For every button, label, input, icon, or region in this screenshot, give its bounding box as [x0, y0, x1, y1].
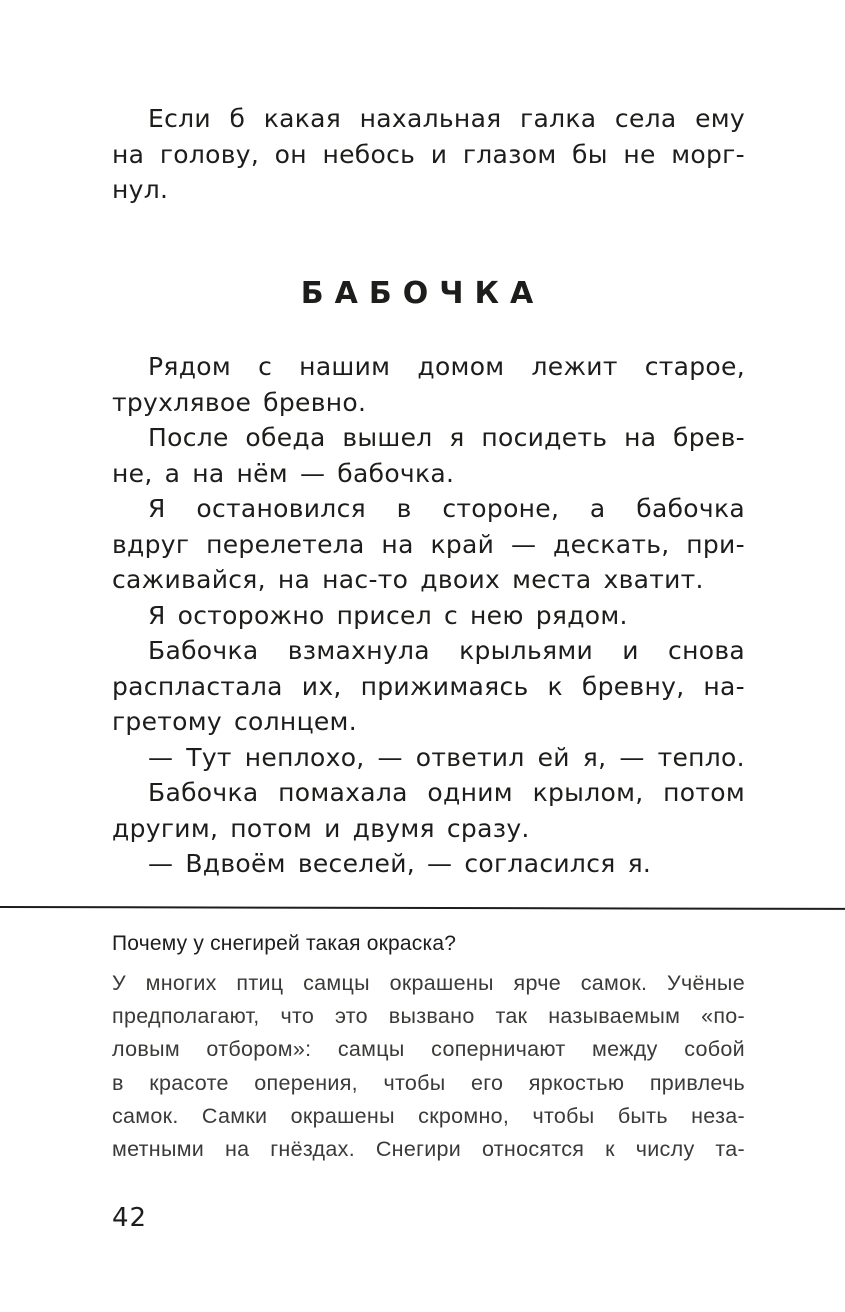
text-line: Рядом с нашим домом лежит старое, — [148, 352, 745, 381]
text-line: трухлявое бревно. — [112, 387, 367, 417]
text-line: Если б какая нахальная галка села ему — [148, 104, 745, 133]
sidebar-heading: Почему у снегирей такая окраска? — [112, 932, 457, 955]
text-line: вдруг перелетела на край — дескать, при- — [112, 529, 745, 559]
sidebar-line: самок. Самки окрашены скромно, чтобы быть неза- — [112, 1103, 745, 1128]
text-line: После обеда вышел я посидеть на брев- — [148, 423, 745, 452]
text-line: не, а на нём — бабочка. — [112, 458, 455, 488]
text-line: Бабочка помахала одним крылом, потом — [148, 778, 745, 807]
page-number: 42 — [112, 1203, 148, 1233]
text-line: — Тут неплохо, — ответил ей я, — тепло. — [148, 742, 745, 772]
text-line: гретому солнцем. — [112, 707, 357, 736]
sidebar-line: предполагают, что это вызвано так называемым «по- — [112, 1004, 745, 1029]
text-line: саживайся, на нас-то двоих места хватит. — [112, 565, 704, 594]
sidebar-line: ловым отбором»: самцы соперничают между собой — [112, 1037, 745, 1062]
text-line: распластала их, прижимаясь к бревну, на- — [112, 671, 745, 701]
text-line: Я остановился в стороне, а бабочка — [148, 494, 745, 523]
sidebar-line: в красоте оперения, чтобы его яркостью привлечь — [112, 1070, 745, 1095]
sidebar-line: метными на гнёздах. Снегири относятся к числу та- — [112, 1136, 745, 1161]
text-line: нул. — [112, 175, 169, 204]
story-text — [112, 349, 745, 882]
sidebar-line: У многих птиц самцы окрашены ярче самок. Учёные — [112, 971, 745, 995]
text-line: другим, потом и двумя сразу. — [112, 813, 530, 843]
text-line: — Вдвоём веселей, — согласился я. — [148, 849, 652, 878]
intro-paragraph — [112, 101, 745, 208]
text-line: Я осторожно присел с нею рядом. — [148, 600, 628, 630]
text-line: на голову, он небось и глазом бы не морг- — [112, 139, 745, 169]
chapter-title: БАБОЧКА — [300, 276, 545, 311]
text-line: Бабочка взмахнула крыльями и снова — [148, 636, 745, 665]
section-divider — [0, 906, 845, 910]
sidebar-text — [112, 967, 745, 1166]
